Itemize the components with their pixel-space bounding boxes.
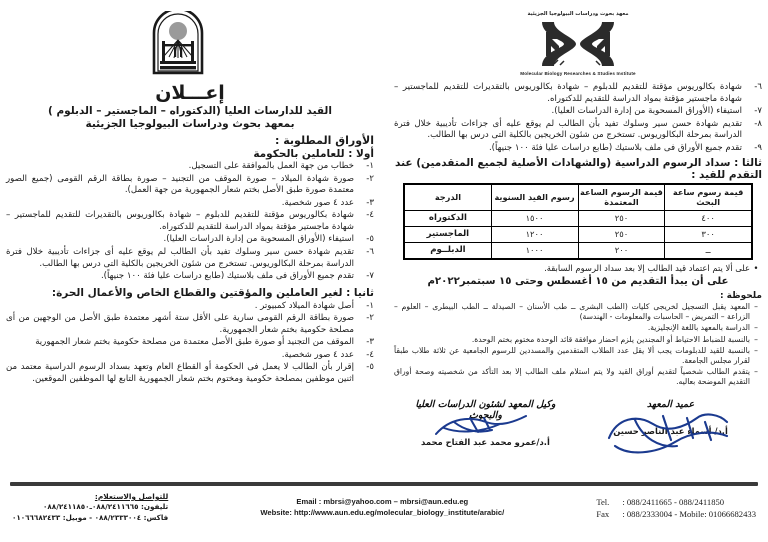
item-text: تقدم جميع الأوراق فى ملف بلاستيك (طابع دراسات عليا فئة ١٠٠ جنيهاً). [488, 142, 742, 153]
item-text: بالنسبة للضباط الاحتياط أو المجندين يلزم احضار موافقة قائد الوحدة مختوم بختم الوحدة. [471, 334, 750, 344]
item-text: المعهد يقبل التسجيل لخريجى كليات (الطب البشرى ــ طب الأسنان – الصيدلة ــ الطب البيطرى – العلوم – الزراعة – التمريض – الحاسبات والمعلومات - الهندسة) [394, 302, 750, 321]
list-item [394, 82, 762, 106]
fees-bullet-list [394, 263, 762, 274]
list-item [6, 174, 374, 198]
list-item [394, 335, 762, 345]
dash-bullet-icon: – [754, 367, 758, 377]
list-item [394, 302, 762, 322]
bullet-dot-icon: • [753, 262, 759, 273]
cell-credit-hour: ٢٥٠ [578, 210, 665, 226]
signature-name: أ.د/ أسماء عبد الناصر حسين [613, 425, 728, 436]
footer [0, 486, 768, 524]
cell-credit-hour: ٢٠٠ [578, 242, 665, 259]
cell-annual-fee: ١٠٠٠ [491, 242, 578, 259]
dash-bullet-icon: – [754, 323, 758, 333]
item-text: تقدم جميع الأوراق فى ملف بلاستيك (طابع دراسات عليا فئة ١٠٠ جنيهاً). [100, 270, 354, 281]
item-text: على ألا يتم اعتماد قيد الطالب إلا بعد سداد الرسوم السابقة. [544, 262, 750, 273]
footer-phone-line: تليفون: ٠٨٨/٢٤١١٦٦٥ـ٠٨٨/٢٤١١٨٥٠ [43, 502, 169, 512]
fees-table [403, 183, 753, 260]
footer-fax-row [596, 508, 756, 520]
item-text: عدد ٤ صور شخصية. [281, 197, 354, 208]
item-text: أصل شهادة الميلاد كمبيوتر . [254, 300, 354, 311]
item-text: الموقف من التجنيد أو صورة طبق الأصل معتمدة من مصلحة حكومية بختم شعار الجمهورية [35, 337, 354, 348]
list-item [6, 247, 374, 271]
section-two-heading: ثانيا : لغير العاملين والمؤقتين والقطاع الخاص والأعمال الحرة: [51, 286, 374, 299]
item-text: إقرار بأن الطالب لا يعمل فى الحكومة أو القطاع العام وتعهد بسداد الرسوم الدراسية معتمد من اثنين موظفين بمصلحة حكومية ومختوم بختم شعار الجمهورية التابع لها الموظفين الموقعين. [6, 362, 354, 384]
item-number: ٦- [754, 82, 762, 92]
dash-bullet-icon: – [754, 345, 758, 355]
item-text: تقديم شهادة حسن سير وسلوك تفيد بأن الطالب لم يوقع عليه أى جزاءات تأديبية خلال فترة الدراسة بمرحلة البكالوريوس. تستخرج من شئون الخريجين بالكلية التى درس بها الطالب. [394, 118, 742, 141]
footer-email-website [260, 496, 504, 519]
footer-latin-contact [596, 496, 756, 521]
item-number: ١- [366, 161, 374, 172]
list-item [6, 362, 374, 386]
handwritten-signature-icon [601, 412, 741, 458]
item-number: ٤- [366, 210, 374, 221]
item-text: استيفاء (الأوراق المسحوبة من إدارة الدراسات العليا). [163, 234, 354, 245]
cell-degree: الدكتوراه [404, 210, 491, 226]
item-number: ٨- [754, 118, 762, 129]
list-item [394, 323, 762, 333]
table-row [404, 210, 752, 226]
cell-degree: الماجستير [404, 226, 491, 242]
table-header-row [404, 184, 752, 211]
required-papers-heading: الأوراق المطلوبة : [275, 134, 374, 148]
item-text: استيفاء (الأوراق المسحوبة من إدارة الدراسات العليا). [551, 106, 742, 117]
item-number: ٣- [366, 337, 374, 348]
announcement-title: إعـــلان [155, 82, 225, 104]
item-number: ٩- [754, 142, 762, 153]
fees-table-head [404, 184, 752, 211]
cell-research-hour: ــ [665, 242, 752, 259]
list-item [394, 106, 762, 118]
section-one-heading: أولا : للعاملين بالحكومة [253, 148, 374, 161]
list-item [6, 210, 374, 234]
item-text: يتقدم الطالب شخصياً لتقديم أوراق القيد ولا يتم استلام ملف الطالب إلا بعد التأكد من شخصيته وصحة أوراق التقديم الموضحة بعاليه. [394, 367, 750, 387]
cell-credit-hour: ٢٥٠ [578, 226, 665, 242]
cell-annual-fee: ١٥٠٠ [491, 210, 578, 226]
section-one-list [6, 161, 374, 283]
announcement-subtitle-2: بمعهد بحوث ودراسات البيولوجيا الجزيئية [85, 118, 295, 131]
handwritten-signature-icon [430, 412, 540, 444]
footer-fax-label: Fax [596, 509, 610, 520]
list-item [394, 143, 762, 155]
institute-logo-arabic-caption: معهد بحوث ودراسات البيولوجيا الجزيئية [527, 10, 629, 17]
footer-tel-label: Tel. [596, 497, 610, 507]
announcement-subtitle-1: القيد للدارسات العليا (الدكتوراه – الماجستير – الدبلوم ) [48, 104, 332, 117]
assiut-university-seal-icon [150, 11, 206, 75]
item-text: خطاب من جهة العمل بالموافقة على التسجيل. [188, 161, 354, 172]
item-number: ٤- [366, 349, 374, 360]
left-column [384, 0, 768, 478]
institute-logo-english-caption: Molecular Biology Researches & Studies Institute [520, 70, 636, 76]
list-item [6, 198, 374, 210]
list-item [6, 301, 374, 313]
item-text: شهادة بكالوريوس مؤقتة للتقديم للدبلوم – شهادة بكالوريوس بالتقديرات للتقديم للماجستير – شهادة ماجستير مؤقتة بمواد الدراسة للتقديم للدكتوراه. [6, 210, 354, 232]
item-text: الدراسة بالمعهد باللغة الإنجليزية. [647, 323, 750, 333]
item-text: تقديم شهادة حسن سير وسلوك تفيد بأن الطالب لم يوقع عليه أى جزاءات تأديبية خلال فترة الدراسة بمرحلة البكالوريوس. تستخرج من شئون الخريجين بالكلية التى درس بها الطالب. [6, 246, 354, 269]
item-text: صورة شهادة الميلاد – صورة الموقف من التجنيد – صورة بطاقة الرقم القومى (جميع الصور معتمدة صورة طبق الأصل بختم شعار الجمهورية من جهة العمل). [6, 173, 354, 196]
item-number: ٦- [366, 246, 374, 257]
footer-website-line: Website: http://www.aun.edu.eg/molecular_biology_institute/arabic/ [260, 508, 505, 518]
signature-title: وكيل المعهد لشئون الدراسات العليا والبحوث [415, 398, 556, 421]
cell-research-hour: ٤٠٠ [665, 210, 752, 226]
item-text: بالنسبة للقيد للدبلومات يجب ألا يقل عدد الطلاب المتقدمين والمسددين للرسوم الجامعية عن ثلاثة طلاب طبقاً لقرار مجلس الجامعة. [394, 345, 750, 365]
section-two-list [6, 301, 374, 386]
list-item [394, 263, 762, 274]
list-item [394, 346, 762, 366]
application-period-emphasis: على أن يبدأ التقديم من ١٥ أغسطس وحتى ١٥ سبتمبر٢٠٢٢م [427, 276, 729, 287]
signature-title: عميد المعهد [646, 398, 695, 410]
column-header-research-hour: قيمة رسوم ساعة البحث [665, 184, 752, 211]
list-item [6, 350, 374, 362]
footer-tel-value: : 088/2411665 - 088/2411850 [622, 497, 725, 507]
cell-research-hour: ٣٠٠ [665, 226, 752, 242]
left-continued-list [394, 82, 762, 155]
list-item [394, 367, 762, 387]
list-item [6, 313, 374, 337]
item-number: ١- [366, 300, 374, 311]
footer-contact-heading: للتواصل والاستعلام: [94, 492, 169, 501]
list-item [394, 119, 762, 143]
item-number: ٥- [366, 362, 374, 373]
table-row [404, 226, 752, 242]
right-column [0, 0, 384, 478]
footer-email-line: Email : mbrsi@yahoo.com – mbrsi@aun.edu.eg [296, 497, 469, 506]
dna-helix-logo-icon [518, 18, 638, 70]
footer-fax-mobile-line: فاكس: ٠٨٨/٢٣٣٣٠٠٤ - موبيل: ٠١٠٦٦٦٨٢٤٣٣ [12, 512, 169, 522]
signature-block-vice-dean [400, 399, 571, 447]
signature-block-dean [585, 399, 756, 447]
item-number: ٣- [366, 197, 374, 208]
item-number: ٢- [366, 313, 374, 324]
item-text: شهادة بكالوريوس مؤقتة للتقديم للدبلوم – شهادة بكالوريوس بالتقديرات للتقديم للماجستير – شهادة ماجستير مؤقتة بمواد الدراسة للتقديم للدكتوراه. [394, 82, 742, 104]
list-item [6, 271, 374, 283]
cell-degree: الدبلــوم [404, 242, 491, 259]
footer-tel-row [596, 496, 756, 508]
list-item [6, 161, 374, 173]
notes-list [394, 302, 762, 387]
item-text: صورة بطاقة الرقم القومى سارية على الأقل ستة أشهر معتمدة طبق الأصل من الوجهين من أى مصلحة حكومية بختم شعار الجمهورية. [6, 313, 354, 335]
notes-heading: ملحوظة : [719, 291, 762, 301]
university-logo-container [6, 4, 374, 82]
item-number: ٥- [366, 234, 374, 245]
item-text: عدد ٤ صور شخصية. [281, 349, 354, 360]
item-number: ٧- [754, 106, 762, 117]
list-item [6, 337, 374, 349]
institute-logo-container [394, 4, 762, 82]
dash-bullet-icon: – [754, 302, 758, 311]
fees-table-body [404, 210, 752, 259]
column-header-annual-fee: رسوم القيد السنوية [491, 184, 578, 211]
item-number: ٢- [366, 173, 374, 184]
column-header-degree: الدرجة [404, 184, 491, 211]
table-row [404, 242, 752, 259]
list-item [6, 234, 374, 246]
footer-fax-value: : 088/2333004 - Mobile: 01066682433 [622, 509, 756, 520]
column-header-credit-hour: قيمة الرسوم الساعة المعتمدة [578, 184, 665, 211]
signature-row [394, 399, 762, 447]
footer-arabic-contact [12, 491, 168, 524]
section-three-heading: ثالثا : سداد الرسوم الدراسية (والشهادات الأصلية لجميع المتقدمين) عند التقدم للقيد : [395, 156, 762, 181]
item-number: ٧- [366, 270, 374, 281]
cell-annual-fee: ١٢٠٠ [491, 226, 578, 242]
signature-name: أ.د/عمرو محمد عبد الفتاح محمد [421, 436, 550, 447]
dash-bullet-icon: – [754, 334, 758, 344]
